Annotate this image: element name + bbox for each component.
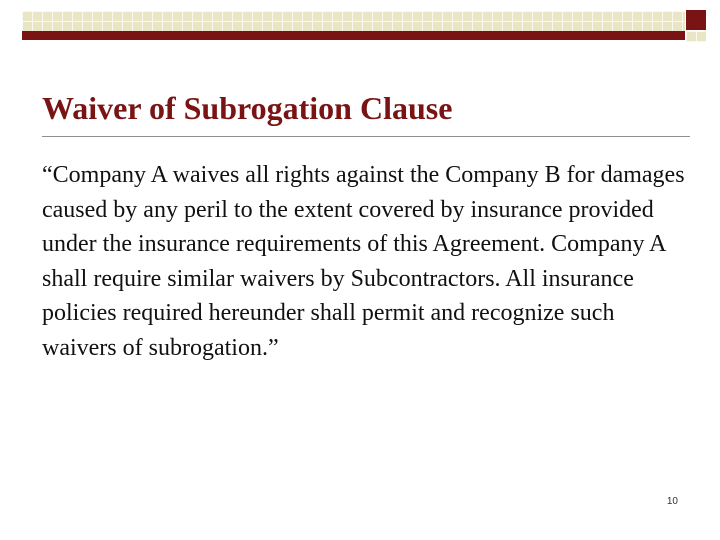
grid-strip <box>22 11 685 32</box>
slide-title: Waiver of Subrogation Clause <box>42 90 453 126</box>
header-decoration <box>0 0 720 42</box>
corner-squares <box>686 10 708 42</box>
slide-body-text: “Company A waives all rights against the Company B for damages caused by any peril to the extent covered by insurance provided under the insurance requirements of this Agreement. Company A shall require similar waivers by Subcontractors. All insurance policies required hereunder shall permit and recognize such waivers of subrogation.” <box>42 162 685 361</box>
corner-square-light <box>686 31 706 42</box>
title-divider <box>42 136 690 137</box>
corner-square-dark <box>686 10 706 30</box>
slide-number: 10 <box>666 496 678 507</box>
maroon-bar <box>22 31 685 40</box>
